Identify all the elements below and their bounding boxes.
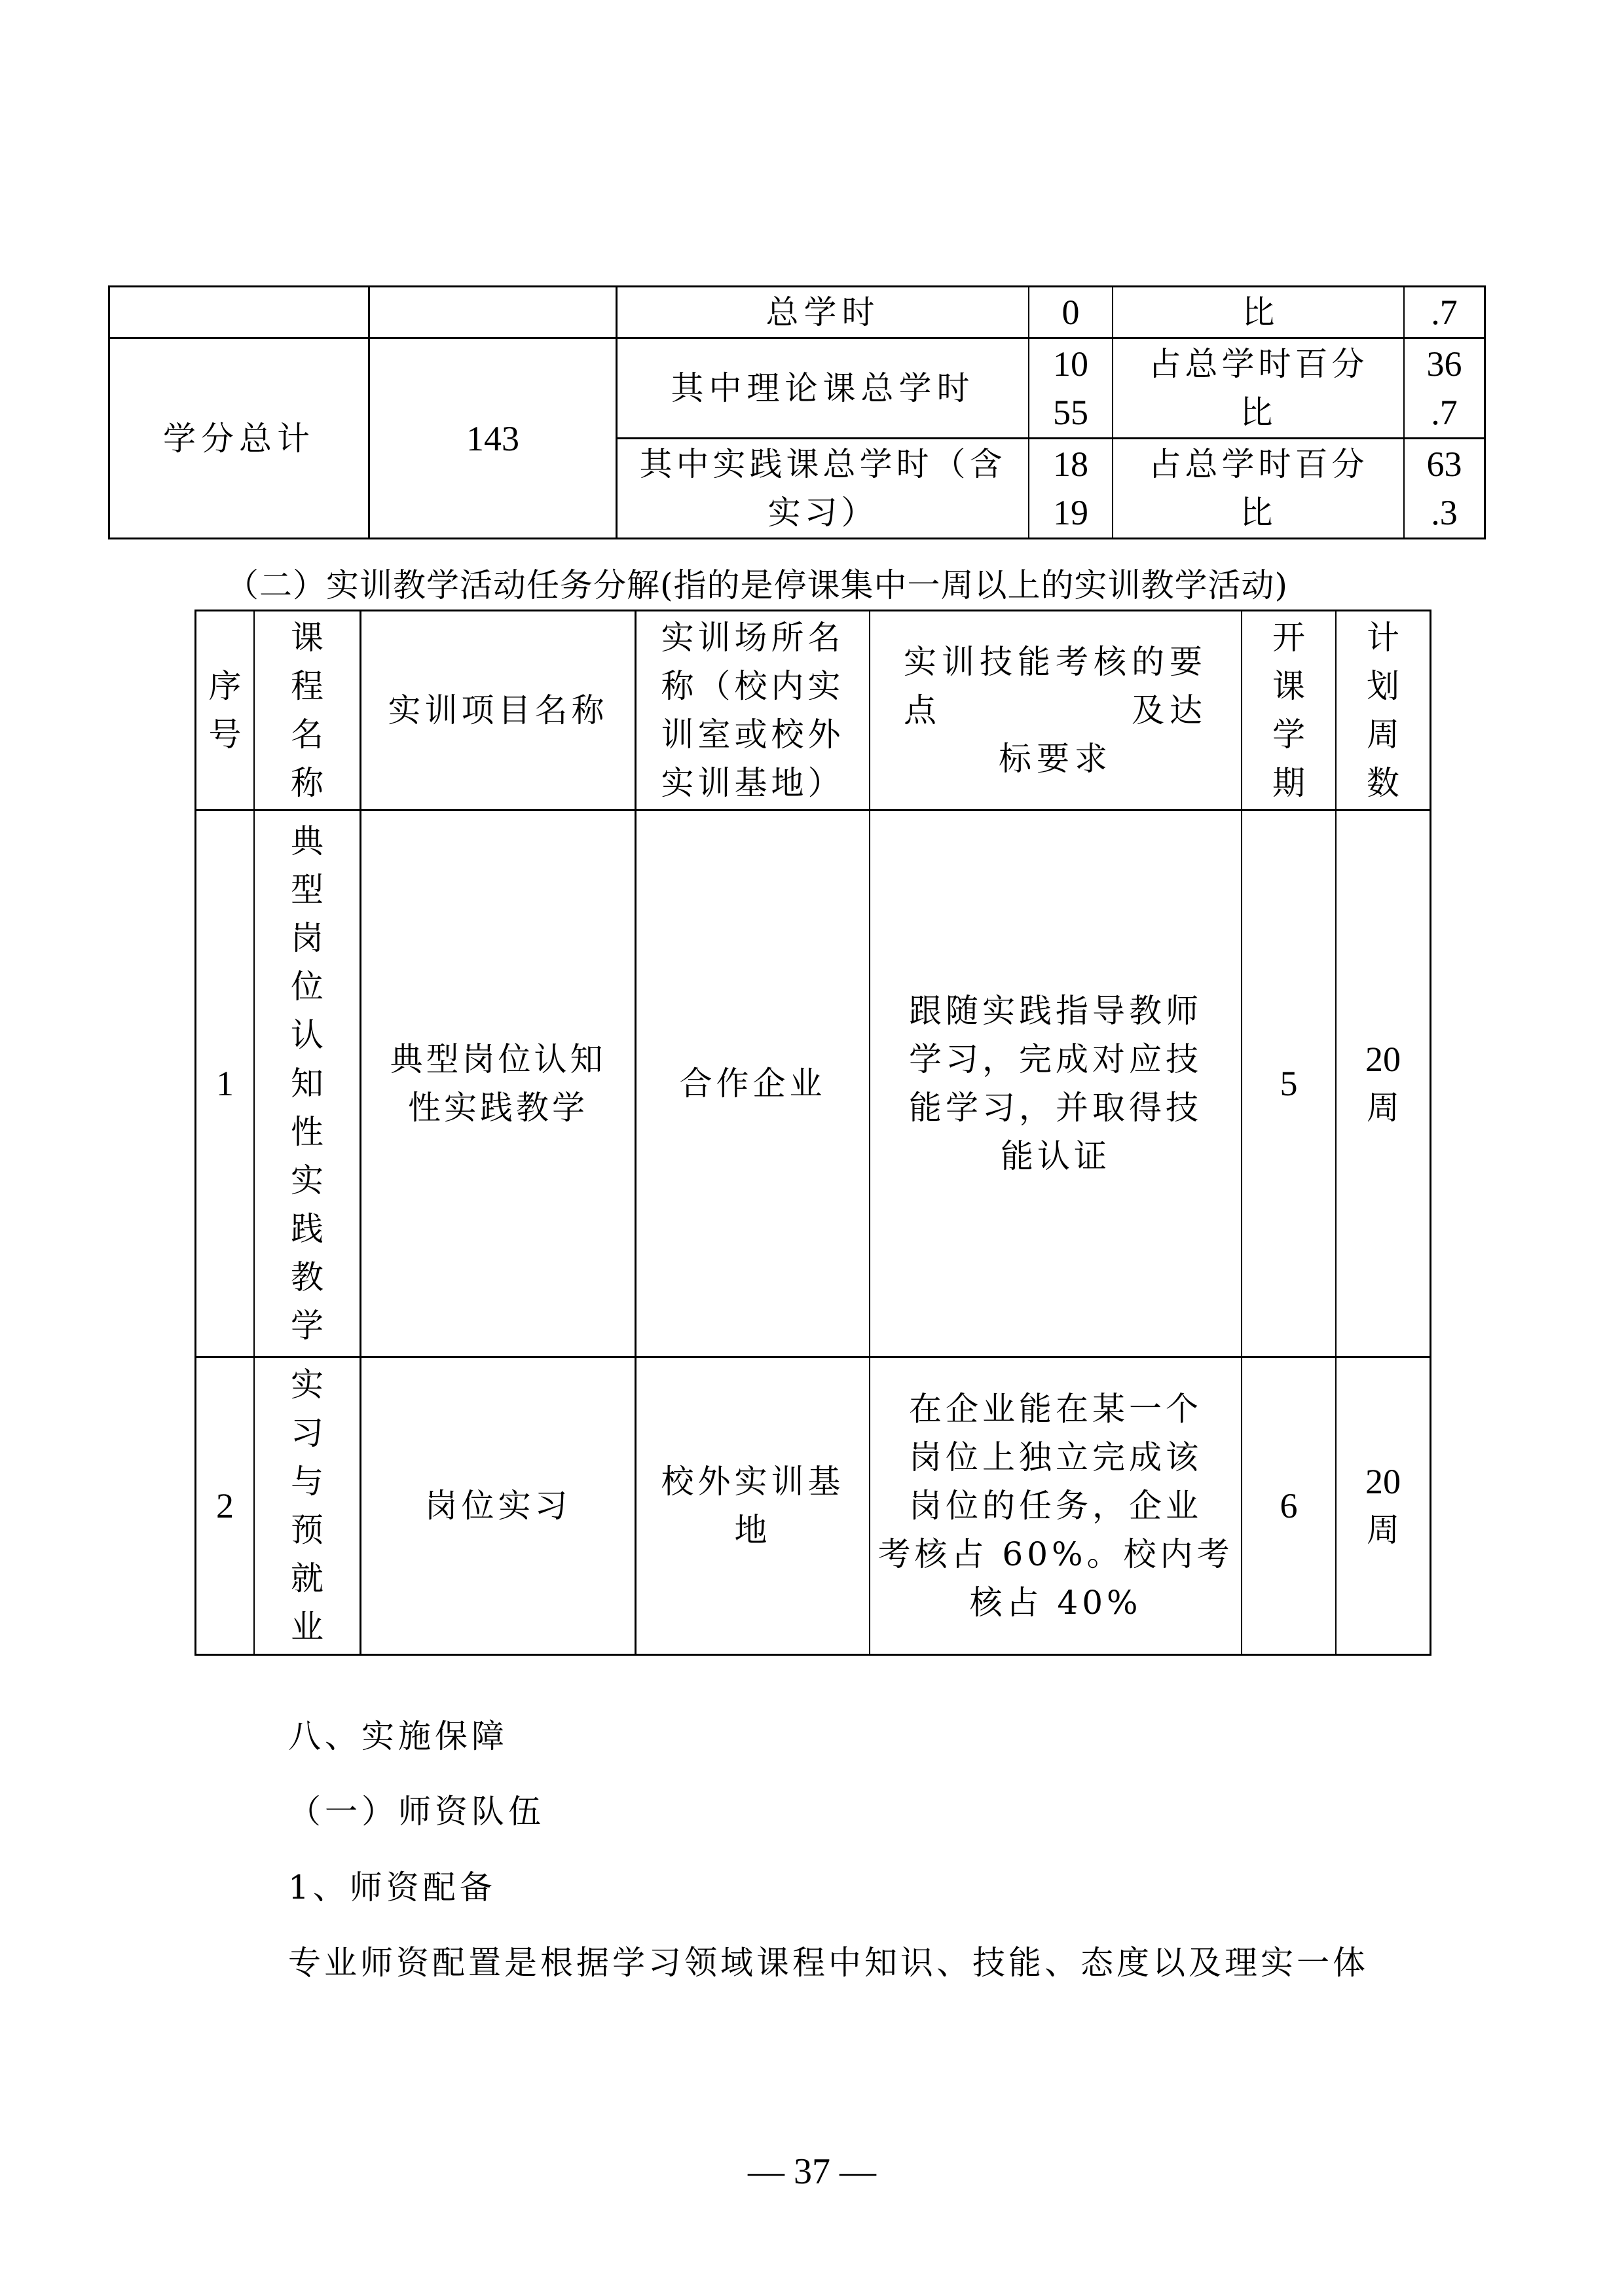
label-line: 比 bbox=[1240, 494, 1277, 532]
course-char: 与 bbox=[291, 1463, 323, 1501]
requirement-line: 岗位上独立完成该 bbox=[909, 1438, 1202, 1476]
ratio-label: 比 bbox=[1242, 293, 1275, 331]
header-course bbox=[255, 611, 360, 809]
header-char: 划 bbox=[1367, 667, 1399, 705]
header-char: 名 bbox=[291, 716, 323, 754]
requirement-line: 能学习，并取得技 bbox=[909, 1089, 1202, 1127]
course-char: 知 bbox=[291, 1065, 323, 1102]
row-project bbox=[361, 811, 635, 1356]
row-seq: 1 bbox=[216, 1064, 234, 1103]
weeks-value: 20 bbox=[1365, 1040, 1401, 1079]
label-line: 其中实践课总学时（含 bbox=[639, 445, 1006, 483]
course-char: 学 bbox=[291, 1307, 323, 1345]
value-line: .3 bbox=[1431, 493, 1458, 532]
requirement-line: 岗位的任务，企业 bbox=[909, 1487, 1202, 1525]
ratio-value: .7 bbox=[1431, 293, 1458, 332]
course-char: 业 bbox=[291, 1608, 323, 1646]
header-char: 计 bbox=[1367, 619, 1399, 657]
course-char: 习 bbox=[291, 1414, 323, 1452]
header-weeks bbox=[1337, 611, 1430, 809]
course-char: 教 bbox=[291, 1258, 323, 1296]
requirement-line: 学习，完成对应技 bbox=[909, 1040, 1202, 1078]
header-char: 课 bbox=[1272, 667, 1305, 705]
value-line: 55 bbox=[1053, 393, 1088, 432]
label-line: 占总学时百分 bbox=[1148, 345, 1369, 383]
row-requirement bbox=[870, 1358, 1241, 1654]
table-border bbox=[1484, 285, 1486, 539]
course-char: 型 bbox=[291, 871, 323, 909]
header-char: 序 bbox=[208, 667, 242, 705]
label-line: 实习） bbox=[767, 494, 878, 532]
practice-ratio-label bbox=[1113, 439, 1403, 538]
header-line: 点 及达 bbox=[904, 691, 1208, 729]
header-venue bbox=[637, 611, 869, 809]
practice-hours-label bbox=[618, 439, 1028, 538]
table-border bbox=[194, 1654, 1431, 1656]
label-line: 比 bbox=[1240, 393, 1277, 431]
table-border bbox=[108, 538, 1486, 539]
header-char: 号 bbox=[208, 716, 242, 754]
practice-ratio-value bbox=[1405, 439, 1484, 538]
header-char: 数 bbox=[1367, 764, 1399, 802]
course-char: 践 bbox=[291, 1210, 323, 1248]
credit-total-label: 学分总计 bbox=[163, 419, 315, 458]
value-line: 10 bbox=[1053, 344, 1088, 384]
header-seq bbox=[196, 611, 253, 809]
section-title: （二）实训教学活动任务分解(指的是停课集中一周以上的实训教学活动) bbox=[226, 566, 1289, 604]
row-weeks bbox=[1337, 1358, 1430, 1654]
venue-line: 地 bbox=[734, 1511, 771, 1549]
header-line: 称（校内实 bbox=[661, 667, 845, 705]
value-line: 63 bbox=[1426, 445, 1462, 484]
weeks-value: 20 bbox=[1365, 1462, 1401, 1501]
theory-hours-label: 其中理论课总学时 bbox=[671, 369, 975, 407]
requirement-line: 考核占 60%。校内考 bbox=[877, 1535, 1234, 1573]
total-hours-value: 0 bbox=[1061, 293, 1080, 332]
requirement-line: 核占 40% bbox=[969, 1584, 1142, 1622]
row-requirement bbox=[870, 811, 1241, 1356]
weeks-unit: 周 bbox=[1367, 1511, 1399, 1549]
header-line: 实训技能考核的要 bbox=[904, 643, 1208, 681]
course-char: 实 bbox=[291, 1366, 323, 1404]
venue-line: 合作企业 bbox=[679, 1065, 826, 1102]
header-char: 程 bbox=[291, 667, 323, 705]
header-char: 期 bbox=[1272, 764, 1305, 802]
course-char: 认 bbox=[291, 1016, 323, 1054]
row-venue bbox=[637, 1358, 869, 1654]
header-char: 开 bbox=[1272, 619, 1305, 657]
section-heading: 八、实施保障 bbox=[288, 1717, 508, 1755]
header-char: 学 bbox=[1272, 716, 1305, 754]
header-line: 标要求 bbox=[999, 740, 1113, 778]
project-line: 典型岗位认知 bbox=[390, 1040, 606, 1078]
value-line: 36 bbox=[1426, 344, 1462, 384]
header-line: 实训基地） bbox=[661, 764, 845, 802]
venue-line: 校外实训基 bbox=[661, 1463, 845, 1501]
body-paragraph: 专业师资配置是根据学习领域课程中知识、技能、态度以及理实一体 bbox=[288, 1944, 1369, 1982]
row-project bbox=[361, 1358, 635, 1654]
total-hours-label: 总学时 bbox=[766, 293, 880, 331]
header-project: 实训项目名称 bbox=[388, 691, 608, 729]
row-course bbox=[255, 811, 360, 1356]
header-requirement bbox=[870, 611, 1241, 809]
value-line: 19 bbox=[1053, 493, 1088, 532]
requirement-line: 跟随实践指导教师 bbox=[909, 992, 1202, 1030]
course-char: 岗 bbox=[291, 919, 323, 957]
credit-total-value: 143 bbox=[466, 418, 519, 458]
subsection-heading: （一）师资队伍 bbox=[288, 1793, 545, 1831]
course-char: 就 bbox=[291, 1559, 323, 1597]
course-char: 性 bbox=[291, 1113, 323, 1151]
value-line: 18 bbox=[1053, 445, 1088, 484]
table-border bbox=[1430, 610, 1431, 1656]
row-venue bbox=[637, 811, 869, 1356]
value-line: .7 bbox=[1431, 393, 1458, 432]
project-line: 岗位实习 bbox=[424, 1487, 572, 1525]
theory-hours-value bbox=[1029, 339, 1112, 437]
practice-hours-value bbox=[1029, 439, 1112, 538]
requirement-line: 在企业能在某一个 bbox=[909, 1390, 1202, 1428]
weeks-unit: 周 bbox=[1367, 1089, 1399, 1127]
item-heading: 1、师资配备 bbox=[288, 1868, 496, 1906]
project-line: 性实践教学 bbox=[408, 1089, 588, 1127]
requirement-line: 能认证 bbox=[1001, 1137, 1111, 1175]
row-weeks bbox=[1337, 811, 1430, 1356]
label-line: 占总学时百分 bbox=[1148, 445, 1369, 483]
row-course bbox=[255, 1358, 360, 1654]
theory-ratio-label bbox=[1113, 339, 1403, 437]
header-line: 训室或校外 bbox=[661, 716, 845, 754]
row-semester: 6 bbox=[1280, 1486, 1298, 1525]
course-char: 预 bbox=[291, 1511, 323, 1549]
header-semester bbox=[1242, 611, 1335, 809]
theory-ratio-value bbox=[1405, 339, 1484, 437]
header-line: 实训场所名 bbox=[661, 619, 845, 657]
course-char: 实 bbox=[291, 1161, 323, 1199]
page-number: — 37 — bbox=[748, 2151, 876, 2192]
row-semester: 5 bbox=[1280, 1064, 1298, 1103]
header-char: 称 bbox=[291, 764, 323, 802]
course-char: 典 bbox=[291, 822, 323, 860]
header-char: 周 bbox=[1367, 716, 1399, 754]
row-seq: 2 bbox=[216, 1486, 234, 1525]
course-char: 位 bbox=[291, 968, 323, 1006]
header-char: 课 bbox=[291, 619, 323, 657]
